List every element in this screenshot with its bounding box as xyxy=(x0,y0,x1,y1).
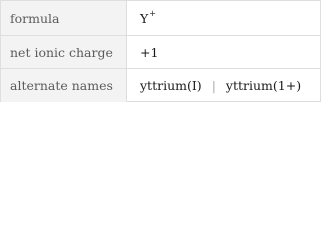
table-row-alternate-names xyxy=(1,68,321,102)
row-label: formula xyxy=(1,1,127,35)
alternate-name: yttrium(1+) xyxy=(225,78,302,93)
alternate-names-value xyxy=(127,69,321,102)
formula-charge-superscript: + xyxy=(149,8,156,18)
property-table xyxy=(0,0,321,102)
table-row-net-ionic-charge xyxy=(1,35,321,68)
table-row-formula xyxy=(1,1,321,35)
alternate-name: yttrium(I) xyxy=(140,78,202,93)
row-label: net ionic charge xyxy=(1,36,127,68)
formula-base: Y xyxy=(140,10,149,26)
row-label: alternate names xyxy=(1,69,127,102)
formula-value xyxy=(127,1,321,35)
name-separator: | xyxy=(211,78,216,93)
net-ionic-charge-value: +1 xyxy=(140,44,159,60)
